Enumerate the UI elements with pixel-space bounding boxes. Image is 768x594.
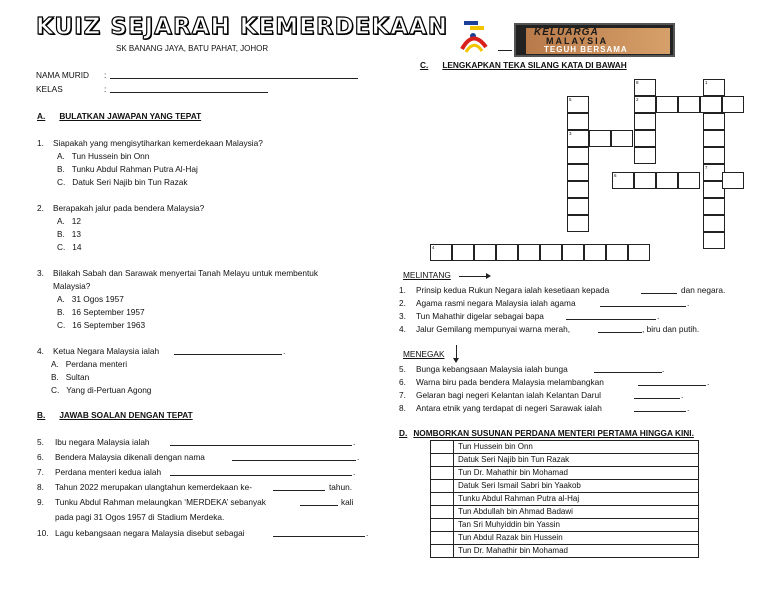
melintang-label: MELINTANG xyxy=(403,270,451,280)
student-name-field[interactable] xyxy=(110,70,358,79)
crossword-cell[interactable] xyxy=(606,244,628,261)
crossword-cell[interactable] xyxy=(430,244,452,261)
clue-number: 7 xyxy=(705,165,708,170)
option-text: Perdana menteri xyxy=(65,359,128,369)
student-name-colon: : xyxy=(104,70,107,80)
clue-number: 4 xyxy=(432,245,435,250)
menegak-8-number: 8. xyxy=(399,403,406,413)
clue-number: 5 xyxy=(569,97,572,102)
q8-after: tahun. xyxy=(329,482,353,492)
pm-name: Tun Dr. Mahathir bin Mohamad xyxy=(454,545,699,558)
section-d-title: NOMBORKAN SUSUNAN PERDANA MENTERI PERTAMA HINGGA KINI. xyxy=(413,428,694,438)
menegak-8-after: . xyxy=(687,403,690,413)
student-name-label: NAMA MURID xyxy=(36,70,90,80)
melintang-4-number: 4. xyxy=(399,324,406,334)
order-input-cell[interactable] xyxy=(431,519,454,532)
q8-number: 8. xyxy=(37,482,44,492)
menegak-5-text: Bunga kebangsaan Malaysia ialah bunga xyxy=(416,364,568,374)
q9-after: kali xyxy=(341,497,354,507)
crossword-cell[interactable] xyxy=(722,172,744,189)
clue-number: 3 xyxy=(569,131,572,136)
q3-option-a[interactable] xyxy=(57,294,124,305)
crossword-cell[interactable] xyxy=(703,79,725,96)
q2-text: Berapakah jalur pada bendera Malaysia? xyxy=(53,203,205,213)
q2-option-b[interactable] xyxy=(57,229,81,240)
menegak-7-text: Gelaran bagi negeri Kelantan ialah Kelantan Darul xyxy=(416,390,601,400)
crossword-cell[interactable] xyxy=(567,198,589,215)
order-input-cell[interactable] xyxy=(431,441,454,454)
order-input-cell[interactable] xyxy=(431,506,454,519)
crossword-cell[interactable] xyxy=(452,244,474,261)
q6-after: . xyxy=(357,452,360,462)
melintang-1-number: 1. xyxy=(399,285,406,295)
q3-text: Bilakah Sabah dan Sarawak menyertai Tanah Melayu untuk membentuk xyxy=(53,268,319,278)
q9-text-line2: pada pagi 31 Ogos 1957 di Stadium Merdeka. xyxy=(55,512,225,522)
pm-name: Tun Abdullah bin Ahmad Badawi xyxy=(454,506,699,519)
menegak-6-text: Warna biru pada bendera Malaysia melambangkan xyxy=(416,377,604,387)
section-b-title: JAWAB SOALAN DENGAN TEPAT xyxy=(59,410,193,420)
order-input-cell[interactable] xyxy=(431,532,454,545)
option-text: Datuk Seri Najib bin Tun Razak xyxy=(72,177,188,187)
table-row xyxy=(431,441,699,454)
arrow-right-head-icon xyxy=(486,273,491,279)
table-row xyxy=(431,480,699,493)
q1-number: 1. xyxy=(37,138,44,148)
option-letter: A. xyxy=(57,216,65,226)
q5-number: 5. xyxy=(37,437,44,447)
q9-text: Tunku Abdul Rahman melaungkan ‘MERDEKA’ sebanyak xyxy=(55,497,266,507)
table-row xyxy=(431,532,699,545)
q6-text: Bendera Malaysia dikenali dengan nama xyxy=(55,452,205,462)
table-row xyxy=(431,454,699,467)
melintang-1-field[interactable] xyxy=(641,285,677,294)
menegak-7-field[interactable] xyxy=(634,390,680,399)
logo-underline xyxy=(498,50,512,51)
crossword-cell[interactable] xyxy=(496,244,518,261)
class-field[interactable] xyxy=(110,84,268,93)
q5-after: . xyxy=(353,437,356,447)
q4-option-a[interactable] xyxy=(51,359,127,370)
q5-answer-field[interactable] xyxy=(170,437,352,446)
crossword-cell[interactable] xyxy=(678,172,700,189)
logo-text-top: KELUARGA xyxy=(534,27,599,38)
logo-text-mid: MALAYSIA xyxy=(546,36,609,46)
crossword-cell[interactable] xyxy=(612,172,634,189)
q8-text: Tahun 2022 merupakan ulangtahun kemerdekaan ke- xyxy=(55,482,252,492)
option-letter: A. xyxy=(51,359,59,369)
q1-option-c[interactable] xyxy=(57,177,188,188)
q5-text: Ibu negara Malaysia ialah xyxy=(55,437,150,447)
crossword-cell[interactable] xyxy=(540,244,562,261)
menegak-7-after: . xyxy=(681,390,684,400)
q10-number: 10. xyxy=(37,528,49,538)
section-b-heading xyxy=(37,410,193,420)
pm-name: Tunku Abdul Rahman Putra al-Haj xyxy=(454,493,699,506)
crossword-cell[interactable] xyxy=(634,79,656,96)
crossword-cell[interactable] xyxy=(700,96,722,113)
option-letter: B. xyxy=(57,229,65,239)
q10-text: Lagu kebangsaan negara Malaysia disebut sebagai xyxy=(55,528,245,538)
crossword-cell[interactable] xyxy=(562,244,584,261)
crossword-cell[interactable] xyxy=(634,130,656,147)
crossword-cell[interactable] xyxy=(567,113,589,130)
menegak-6-field[interactable] xyxy=(638,377,706,386)
option-letter: A. xyxy=(57,151,65,161)
crossword-cell[interactable] xyxy=(589,130,611,147)
q2-option-c[interactable] xyxy=(57,242,81,253)
menegak-5-field[interactable] xyxy=(594,364,665,374)
crossword-cell[interactable] xyxy=(634,172,656,189)
menegak-6-after: . xyxy=(707,377,710,387)
prime-minister-table xyxy=(430,440,699,558)
q7-answer-field[interactable] xyxy=(170,467,352,476)
arrow-down-head-icon xyxy=(453,358,459,363)
quiz-title: KUIZ SEJARAH KEMERDEKAAN xyxy=(36,14,449,40)
q4-period: . xyxy=(283,346,286,356)
q3-text-line2: Malaysia? xyxy=(53,281,91,291)
q3-option-b[interactable] xyxy=(57,307,145,318)
q4-text: Ketua Negara Malaysia ialah xyxy=(53,346,160,356)
option-letter: A. xyxy=(57,294,65,304)
q1-option-a[interactable] xyxy=(57,151,149,162)
table-row xyxy=(431,519,699,532)
q6-number: 6. xyxy=(37,452,44,462)
section-a-letter: A. xyxy=(37,111,46,121)
option-text: 31 Ogos 1957 xyxy=(71,294,124,304)
section-b-letter: B. xyxy=(37,410,46,420)
q2-option-a[interactable] xyxy=(57,216,81,227)
q7-number: 7. xyxy=(37,467,44,477)
emblem-icon xyxy=(456,19,500,55)
melintang-2-field[interactable] xyxy=(600,298,686,307)
melintang-1-after: dan negara. xyxy=(681,285,726,295)
table-row xyxy=(431,493,699,506)
option-letter: B. xyxy=(51,372,59,382)
arrow-down-icon xyxy=(456,345,457,359)
melintang-2-number: 2. xyxy=(399,298,406,308)
crossword-cell[interactable] xyxy=(567,130,589,147)
q10-after: . xyxy=(366,528,369,538)
melintang-2-after: . xyxy=(687,298,690,308)
option-text: 16 September 1957 xyxy=(71,307,145,317)
option-text: 16 September 1963 xyxy=(72,320,146,330)
option-letter: B. xyxy=(57,307,65,317)
q7-after: . xyxy=(353,467,356,477)
clue-number: 8 xyxy=(636,80,639,85)
melintang-1-text: Prinsip kedua Rukun Negara ialah kesetiaan kepada xyxy=(416,285,610,295)
crossword-cell[interactable] xyxy=(628,244,650,261)
option-letter: C. xyxy=(57,242,66,252)
q4-option-b[interactable] xyxy=(51,372,89,383)
crossword-cell[interactable] xyxy=(567,215,589,232)
option-text: Yang di-Pertuan Agong xyxy=(66,385,152,395)
crossword-cell[interactable] xyxy=(703,147,725,164)
q8-answer-field[interactable] xyxy=(273,482,325,491)
crossword-cell[interactable] xyxy=(611,130,633,147)
crossword-cell[interactable] xyxy=(703,215,725,232)
crossword-cell[interactable] xyxy=(703,198,725,215)
crossword-cell[interactable] xyxy=(567,147,589,164)
crossword-cell[interactable] xyxy=(656,96,678,113)
crossword-cell[interactable] xyxy=(584,244,606,261)
crossword-cell[interactable] xyxy=(703,232,725,249)
order-input-cell[interactable] xyxy=(431,545,454,558)
melintang-2-text: Agama rasmi negara Malaysia ialah agama xyxy=(416,298,576,308)
pm-name: Tun Abdul Razak bin Hussein xyxy=(454,532,699,545)
section-c-title: LENGKAPKAN TEKA SILANG KATA DI BAWAH xyxy=(442,60,627,70)
section-c-letter: C. xyxy=(420,60,429,70)
pm-name: Tan Sri Muhyiddin bin Yassin xyxy=(454,519,699,532)
section-c-heading xyxy=(420,60,627,70)
melintang-3-field[interactable] xyxy=(566,311,656,320)
order-input-cell[interactable] xyxy=(431,454,454,467)
clue-number: 1 xyxy=(705,80,708,85)
clue-number: 6 xyxy=(614,173,617,178)
table-row xyxy=(431,506,699,519)
q10-answer-field[interactable] xyxy=(273,528,365,537)
order-input-cell[interactable] xyxy=(431,493,454,506)
menegak-5-after: . xyxy=(662,364,665,374)
q1-option-b[interactable] xyxy=(57,164,198,175)
menegak-8-field[interactable] xyxy=(634,403,686,412)
logo-text-bottom: TEGUH BERSAMA xyxy=(544,45,628,54)
table-row xyxy=(431,545,699,558)
option-letter: B. xyxy=(57,164,65,174)
q7-text: Perdana menteri kedua ialah xyxy=(55,467,162,477)
table-row xyxy=(431,467,699,480)
crossword-cell[interactable] xyxy=(703,130,725,147)
q6-answer-field[interactable] xyxy=(232,452,356,461)
option-text: 14 xyxy=(72,242,82,252)
crossword-cell[interactable] xyxy=(634,147,656,164)
option-text: Sultan xyxy=(65,372,90,382)
melintang-3-text: Tun Mahathir digelar sebagai bapa xyxy=(416,311,544,321)
crossword-cell[interactable] xyxy=(567,181,589,198)
section-a-title: BULATKAN JAWAPAN YANG TEPAT xyxy=(59,111,202,121)
melintang-3-number: 3. xyxy=(399,311,406,321)
order-input-cell[interactable] xyxy=(431,480,454,493)
q4-number: 4. xyxy=(37,346,44,356)
pm-name: Tun Hussein bin Onn xyxy=(454,441,699,454)
class-label: KELAS xyxy=(36,84,63,94)
q2-number: 2. xyxy=(37,203,44,213)
menegak-7-number: 7. xyxy=(399,390,406,400)
keluarga-malaysia-emblem xyxy=(456,19,500,55)
option-letter: C. xyxy=(57,320,66,330)
crossword-cell[interactable] xyxy=(634,96,656,113)
q3-option-c[interactable] xyxy=(57,320,145,331)
q9-answer-field[interactable] xyxy=(300,497,338,506)
melintang-4-after: , biru dan putih. xyxy=(642,324,700,334)
melintang-4-text: Jalur Gemilang mempunyai warna merah, xyxy=(416,324,571,334)
menegak-6-number: 6. xyxy=(399,377,406,387)
option-text: Tunku Abdul Rahman Putra Al-Haj xyxy=(71,164,198,174)
melintang-3-after: . xyxy=(657,311,660,321)
school-name: SK BANANG JAYA, BATU PAHAT, JOHOR xyxy=(116,44,269,53)
option-text: Tun Hussein bin Onn xyxy=(71,151,150,161)
crossword-cell[interactable] xyxy=(518,244,540,261)
option-letter: C. xyxy=(51,385,60,395)
menegak-5-number: 5. xyxy=(399,364,406,374)
melintang-4-field[interactable] xyxy=(598,324,642,333)
crossword-cell[interactable] xyxy=(567,164,589,181)
option-text: 12 xyxy=(71,216,81,226)
section-a-heading xyxy=(37,111,201,121)
order-input-cell[interactable] xyxy=(431,467,454,480)
section-d-letter: D. xyxy=(399,428,408,438)
class-colon: : xyxy=(104,84,107,94)
pm-name: Tun Dr. Mahathir bin Mohamad xyxy=(454,467,699,480)
crossword-cell[interactable] xyxy=(678,96,700,113)
q9-number: 9. xyxy=(37,497,44,507)
q3-number: 3. xyxy=(37,268,44,278)
crossword-cell[interactable] xyxy=(656,172,678,189)
crossword-cell[interactable] xyxy=(703,113,725,130)
section-d-heading xyxy=(399,428,694,438)
menegak-8-text: Antara etnik yang terdapat di negeri Sarawak ialah xyxy=(416,403,602,413)
crossword-cell[interactable] xyxy=(722,96,744,113)
crossword-cell[interactable] xyxy=(474,244,496,261)
q1-text: Siapakah yang mengisytiharkan kemerdekaan Malaysia? xyxy=(53,138,263,148)
menegak-label: MENEGAK xyxy=(403,349,445,359)
pm-name: Datuk Seri Ismail Sabri bin Yaakob xyxy=(454,480,699,493)
crossword-cell[interactable] xyxy=(567,96,589,113)
arrow-right-icon xyxy=(459,276,487,277)
option-letter: C. xyxy=(57,177,66,187)
option-text: 13 xyxy=(71,229,81,239)
q4-option-c[interactable] xyxy=(51,385,151,396)
q4-answer-field[interactable] xyxy=(174,346,282,355)
keluarga-malaysia-banner xyxy=(514,23,675,57)
crossword-cell[interactable] xyxy=(634,113,656,130)
clue-number: 2 xyxy=(636,97,639,102)
pm-name: Datuk Seri Najib bin Tun Razak xyxy=(454,454,699,467)
